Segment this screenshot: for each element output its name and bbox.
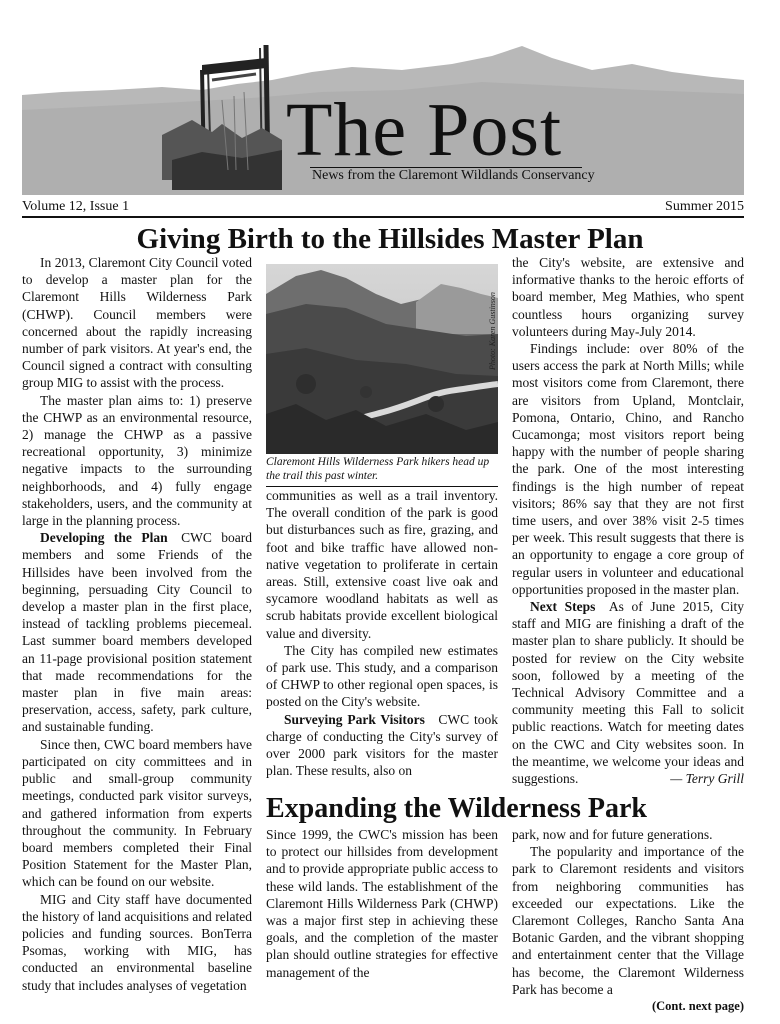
article-column xyxy=(512,826,744,998)
paragraph: Since then, CWC board members have participated on city committees and in public and small-group community meetings, conducted park visitor surveys, and gathered information from experts throughout the community. In February board members completed their Final Position Statement for the Master Plan, which can be found on our website. xyxy=(22,736,252,890)
photo-caption: Claremont Hills Wilderness Park hikers head up the trail this past winter. xyxy=(266,456,498,487)
paragraph: the City's website, are extensive and informative thanks to the heroic efforts of board member, Meg Mathies, who spent countless hours organizing survey volunteers during May-July 2014. xyxy=(512,255,744,339)
article-headline: Expanding the Wilderness Park xyxy=(266,793,647,824)
paragraph: The master plan aims to: 1) preserve the CHWP as an environmental resource, 2) manage the CHWP as a passive recreational opportunity, 3) minimize negative impacts to the surrounding neighborhoods, and 4) fully engage stakeholders, users, and the community at large in the planning process. xyxy=(22,392,252,529)
issue-bar xyxy=(22,199,744,218)
author-signature: — Terry Grill xyxy=(670,771,744,787)
continued-note: (Cont. next page) xyxy=(651,999,744,1013)
subhead: Developing the Plan xyxy=(40,530,168,546)
paragraph: communities as well as a trail inventory. The overall condition of the park is good but disturbances such as fire, grazing, and foot and bike traffic have allowed non-native vegetation to proliferate in certain areas. Still, extensive coast live oak and sycamore woodland habitats as well as scrub habitats provide excellent biological value and diversity. xyxy=(266,488,498,641)
photo-credit: Photo: Karen Gustinson xyxy=(488,292,497,370)
subhead: Surveying Park Visitors xyxy=(284,711,425,727)
tagline: News from the Claremont Wildlands Conservancy xyxy=(312,168,595,183)
article-column xyxy=(22,254,252,994)
paragraph xyxy=(22,529,252,735)
subhead: Next Steps xyxy=(530,599,596,615)
article-column xyxy=(266,826,498,981)
paragraph-text: As of June 2015, City staff and MIG are finishing a draft of the master plan to share publicly. It should be posted for review on the City website soon, followed by a meeting of the Technical Advisory Committee and a community meeting this Fall to solicit public reactions. Watch for meeting dates on the CWC and City websites soon. In the meantime, we welcome your ideas and suggestions. xyxy=(512,599,744,787)
article-photo xyxy=(266,264,498,454)
paragraph-text: CWC took charge of conducting the City's survey of over 2000 park visitors for the master plan. These results, also on xyxy=(266,711,498,779)
paragraph xyxy=(266,711,498,780)
paragraph: Findings include: over 80% of the users access the park at North Mills; while most visitors come from Claremont, there are visitors from Upland, Montclair, Pomona, Ontario, Chino, and Rancho Cucamonga; most visitors report being happy with the number of people sharing the park. One of the most interesting findings is the high number of repeat visitors; 86% say that they are not first time users, and over 38% visit 2-5 times per week. This result suggests that there is an opportunity to engage a core group of regular users in volunteer and educational opportunities proposed in the master plan. xyxy=(512,341,744,597)
article-headline: Giving Birth to the Hillsides Master Plan xyxy=(136,223,644,255)
masthead xyxy=(22,40,744,195)
paragraph: park, now and for future generations. xyxy=(512,827,713,842)
volume-issue: Volume 12, Issue 1 xyxy=(22,199,130,214)
paragraph: The City has compiled new estimates of park use. This study, and a comparison of CHWP to other regional open spaces, is posted on the City's website. xyxy=(266,642,498,710)
article-column xyxy=(266,487,498,779)
paragraph xyxy=(512,598,744,787)
paragraph-text: CWC board members and some Friends of the Hillsides have been involved from the beginning, persuading City Council to develop a master plan in the first place, instead of tackling problems piecemeal. Last summer board members developed an 11-page provisional position statement that made recommendations for the master plan in five main areas: preservation, access, safety, park culture, and sustainable funding. xyxy=(22,530,252,735)
newsletter-title: The Post xyxy=(286,88,563,172)
paragraph: Since 1999, the CWC's mission has been to protect our hillsides from development and to provide appropriate public access to these wild lands. The establishment of the Claremont Hills Wilderness Park (CHWP) was a major first step in achieving these goals, and the completion of the master plan should outline strategies for effective management of the xyxy=(266,827,498,980)
paragraph: The popularity and importance of the park to Claremont residents and visitors from neighboring communities has exceeded our expectations. Like the Claremont Colleges, Rancho Santa Ana Botanic Garden, and the vibrant shopping and entertainment center that the Village has become, the Claremont Wilderness Park has become a xyxy=(512,844,744,997)
paragraph: In 2013, Claremont City Council voted to develop a master plan for the Claremont Hills Wilderness Park (CHWP). Council members were concerned about the rapidly increasing number of park visitors. At year's end, the Council signed a contract with consulting group MIG to assist with the process. xyxy=(22,255,252,391)
paragraph: MIG and City staff have documented the history of land acquisitions and related policies and funding sources. BonTerra Psomas, working with MIG, has conducted an environmental baseline study that includes analyses of vegetation xyxy=(22,891,252,993)
mountain-trail-photo xyxy=(266,264,498,454)
issue-season: Summer 2015 xyxy=(665,199,744,214)
article-column xyxy=(512,254,744,787)
